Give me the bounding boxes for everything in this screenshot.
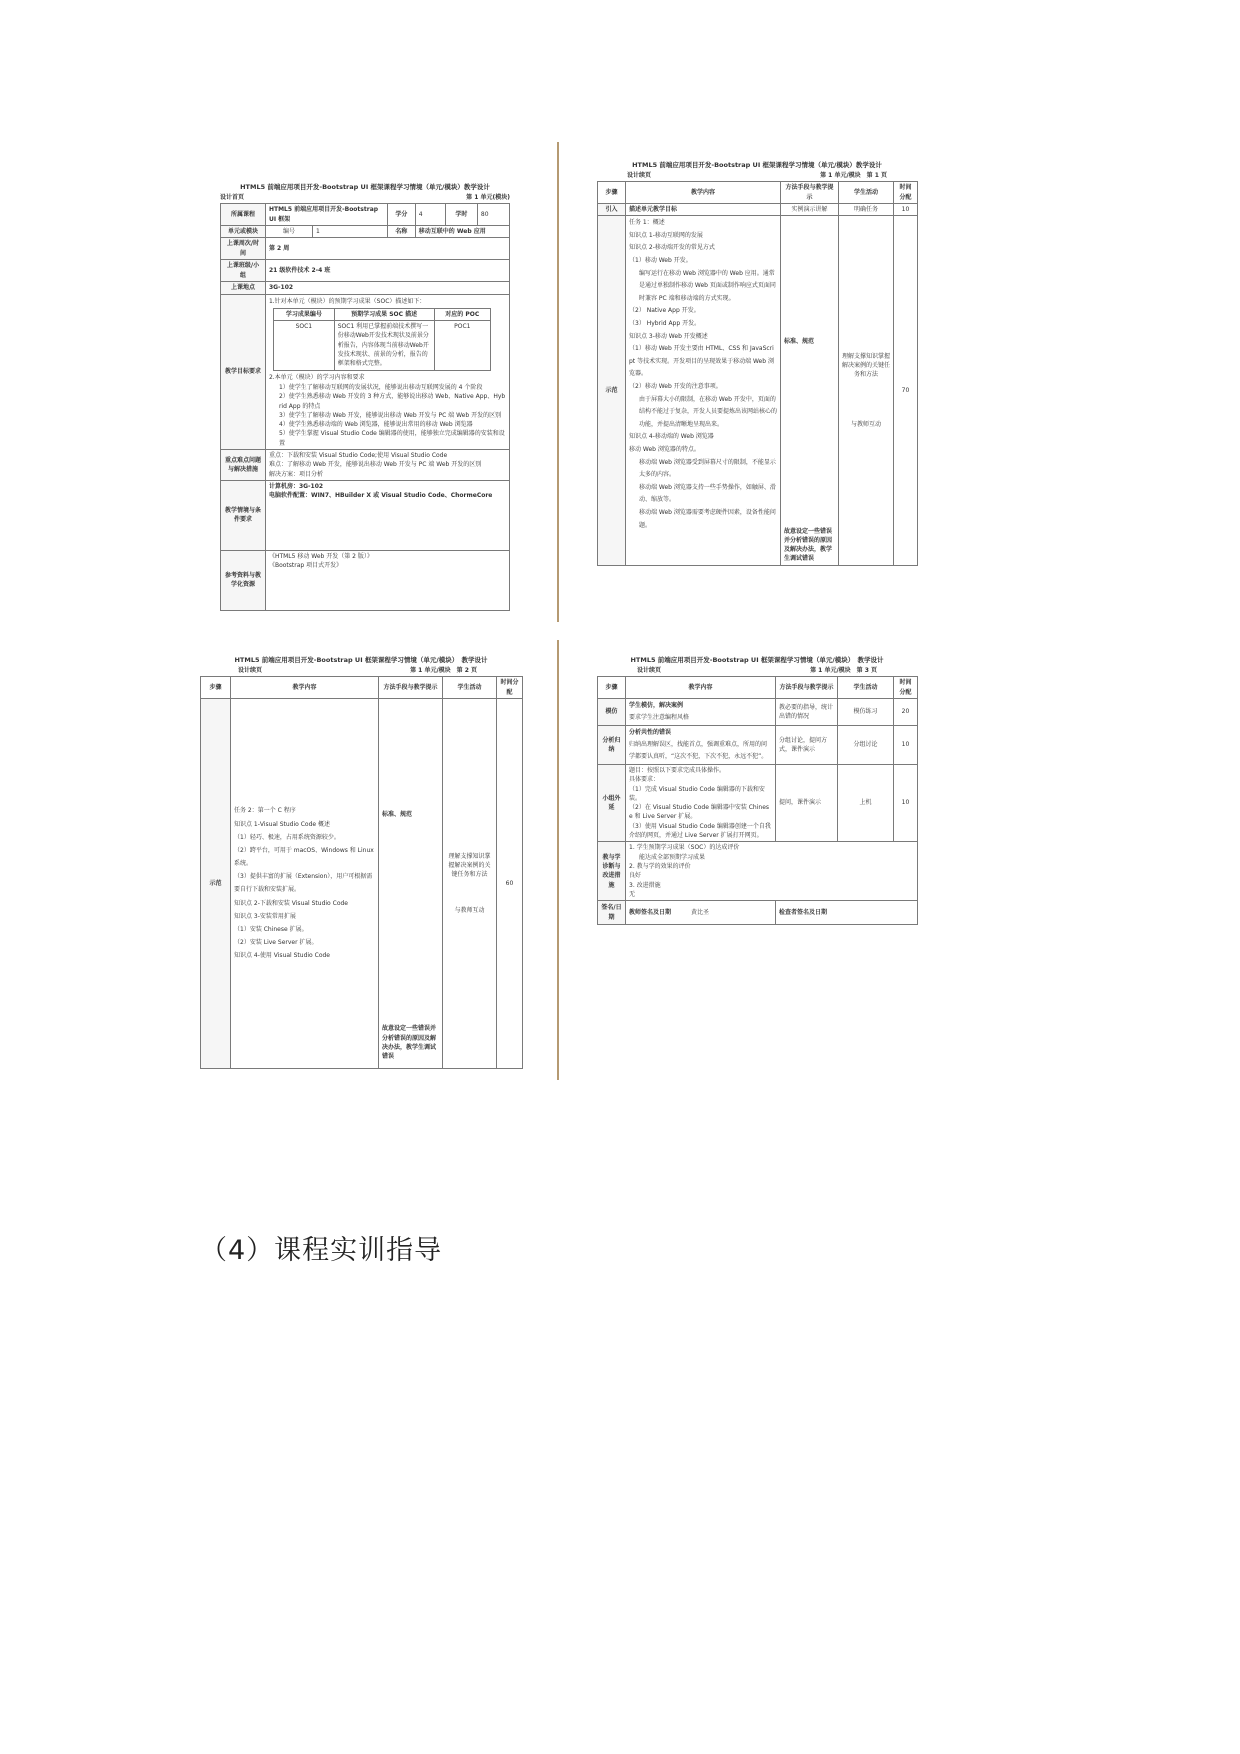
table-row bbox=[221, 204, 510, 226]
soc-table bbox=[273, 308, 491, 371]
cell bbox=[626, 764, 776, 841]
cell: 检查者签名及日期 bbox=[776, 901, 918, 925]
text-line: 移动端 Web 浏览器支持一些手势操作，如触屏、滑动、缩放等。 bbox=[639, 483, 776, 504]
text-line: 计算机房：3G-102 bbox=[268, 482, 324, 490]
text-line: 知识点 2-下载和安装 Visual Studio Code bbox=[234, 899, 348, 907]
text-line: （1）安装 Chinese 扩展。 bbox=[234, 926, 308, 934]
cell: 80 bbox=[477, 204, 509, 226]
cell-label: 上课周次/时间 bbox=[221, 238, 266, 260]
cell bbox=[626, 698, 776, 725]
text-line: 知识点 1-Visual Studio Code 概述 bbox=[234, 820, 330, 828]
cell-label: 学时 bbox=[445, 204, 477, 226]
table-row bbox=[598, 698, 918, 725]
text-line: 归纳出理解误区，找能首点，强调重难点，所用的问学都要认真听，“这次不犯，下次不犯，永远不犯”。 bbox=[629, 740, 768, 760]
cell bbox=[231, 698, 379, 1068]
cell: 实例演示讲解 bbox=[781, 203, 839, 215]
table-row bbox=[221, 294, 510, 449]
cell-label: 教学情境与条件要求 bbox=[221, 480, 266, 550]
lesson-table bbox=[597, 676, 918, 925]
table-row bbox=[221, 282, 510, 294]
text-line: 由于屏幕大小的限制，在移动 Web 开发中，页面的结构不能过于复杂，开发人员要提炼出该网站核心的功能，并提出清晰地呈现出来。 bbox=[639, 395, 778, 428]
column-header: 方法手段与教学提示 bbox=[379, 677, 443, 699]
table-row bbox=[201, 698, 523, 1068]
text-line: 标准、规范 bbox=[382, 810, 413, 818]
text-line: 与教师互动 bbox=[850, 420, 881, 428]
section-heading: （4）课程实训指导 bbox=[200, 1235, 443, 1266]
page-unit: 第 1 单元/模块 第 2 页 bbox=[410, 667, 477, 675]
page-subheader bbox=[220, 192, 510, 203]
table-row bbox=[221, 260, 510, 282]
text-line: 故意设定一些错误并分析错误的原因及解决办法，教学生调试错误 bbox=[382, 1025, 437, 1061]
text-line: 学生模仿，解决案例 bbox=[629, 701, 684, 709]
text-line: 2. 教与学的效果的评价 bbox=[629, 862, 691, 870]
text-line: 重点：下载和安装 Visual Studio Code;使用 Visual Studio Code bbox=[268, 452, 448, 459]
table-row bbox=[221, 480, 510, 550]
page-thumbnail-1 bbox=[220, 182, 510, 611]
cell: 分组讨论，提问方式，课件演示 bbox=[776, 725, 838, 764]
cell: POC1 bbox=[434, 321, 490, 370]
page-type: 设计续页 bbox=[238, 667, 263, 675]
cell: 分组讨论 bbox=[838, 725, 894, 764]
cell-label: 示范 bbox=[201, 698, 231, 1068]
text-line: （2）移动 Web 开发的注意事项。 bbox=[629, 382, 722, 390]
cell: 10 bbox=[894, 764, 918, 841]
table-row bbox=[598, 764, 918, 841]
text-line: 《HTML5 移动 Web 开发（第 2 版）》 bbox=[268, 552, 373, 560]
text-line: （3）提供丰富的扩展（Extension），用户可根据需要自行下载和安装扩展。 bbox=[234, 873, 373, 894]
text-line: （3）使用 Visual Studio Code 编辑器创建一个自我介绍的网页，并通过 Live Server 扩展打开网页。 bbox=[629, 822, 771, 840]
cell: 21 级软件技术 2-4 班 bbox=[265, 260, 509, 282]
page-thumbnail-4 bbox=[597, 655, 917, 925]
table-row bbox=[598, 677, 918, 699]
cell: 编号 bbox=[265, 225, 312, 237]
cell: 模仿练习 bbox=[838, 698, 894, 725]
table-row bbox=[598, 216, 918, 565]
goal-intro: 1.针对本单元（模块）的预期学习成果（SOC）描述如下： bbox=[268, 297, 426, 305]
cell: 10 bbox=[894, 203, 918, 215]
text-line: 无 bbox=[629, 890, 636, 898]
table-row bbox=[273, 308, 490, 320]
table-row bbox=[221, 450, 510, 481]
page-subheader bbox=[200, 665, 522, 676]
text-line: （3） Hybrid App 开发。 bbox=[629, 320, 701, 327]
page-thumbnail-2 bbox=[597, 160, 917, 566]
cell-label: 示范 bbox=[598, 216, 626, 565]
table-row bbox=[201, 677, 523, 699]
cell bbox=[839, 216, 894, 565]
cell bbox=[265, 550, 509, 610]
column-header: 方法手段与教学提示 bbox=[781, 182, 839, 204]
cell bbox=[265, 450, 509, 481]
cell: HTML5 前端应用项目开发-Bootstrap UI 框架 bbox=[265, 204, 387, 226]
text-line: 编写运行在移动 Web 浏览器中的 Web 应用。通常是通过单独制作移动 Web 页面或制作响应式页面同时兼容 PC 端和移动端的方式实现。 bbox=[639, 269, 776, 302]
column-header: 学生活动 bbox=[838, 677, 894, 699]
list-item: 3）使学生了解移动 Web 开发，能够说出移动 Web 开发与 PC 端 Web 开发的区别 bbox=[278, 411, 502, 419]
text-line: （2）在 Visual Studio Code 编辑器中安装 Chinese 和 Live Server 扩展。 bbox=[629, 804, 770, 821]
text-line: 1. 学生预期学习成果（SOC）的达成评价 bbox=[629, 844, 740, 852]
cell: 70 bbox=[894, 216, 918, 565]
text-line: 知识点 3-移动 Web 开发概述 bbox=[629, 332, 708, 340]
text-line: 3. 改进措施 bbox=[629, 881, 661, 889]
cell bbox=[626, 725, 776, 764]
column-header: 教学内容 bbox=[626, 677, 776, 699]
table-row bbox=[221, 225, 510, 237]
cell-label: 上课班级/小组 bbox=[221, 260, 266, 282]
list-item: 2）使学生熟悉移动 Web 开发的 3 种方式，能够说出移动 Web、Native App、Hybrid App 的特点 bbox=[278, 393, 506, 410]
text-line: 知识点 2-移动端开发的常见方式 bbox=[629, 244, 715, 252]
page-type: 设计首页 bbox=[220, 194, 245, 202]
table-row bbox=[598, 725, 918, 764]
cell: SOC1 利用已掌握前端技术撰写一份移动Web开发技术现状及前景分析报告，内容体现当前移动Web开发技术现状、前景的分析，报告的框架和格式完整。 bbox=[334, 321, 434, 370]
table-row bbox=[598, 203, 918, 215]
list-item: 5）使学生掌握 Visual Studio Code 编辑器的使用，能够独立完成编辑器的安装和设置 bbox=[278, 430, 505, 447]
lesson-table bbox=[597, 181, 918, 565]
text-line: 知识点 3-安装常用扩展 bbox=[234, 912, 296, 920]
column-header: 步骤 bbox=[598, 677, 626, 699]
column-header: 教学内容 bbox=[231, 677, 379, 699]
table-row bbox=[598, 842, 918, 901]
cell-label: 签名/日期 bbox=[598, 901, 626, 925]
signature-name: 黄比圣 bbox=[690, 908, 709, 916]
column-header: 学生活动 bbox=[443, 677, 497, 699]
text-line: （1）移动 Web 开发。 bbox=[629, 257, 692, 265]
cell bbox=[626, 901, 776, 925]
text-line: 要求学生注意编程风格 bbox=[629, 713, 690, 721]
page-unit: 第 1 单元(模块) bbox=[466, 194, 510, 202]
column-header: 教学内容 bbox=[626, 182, 781, 204]
table-row bbox=[221, 238, 510, 260]
lesson-table bbox=[200, 676, 523, 1069]
text-line: 任务 2：第一个 C 程序 bbox=[234, 807, 296, 815]
goal-heading: 2.本单元（模块）的学习内容和要求 bbox=[268, 373, 365, 381]
page-subheader bbox=[597, 170, 917, 181]
column-header: 步骤 bbox=[598, 182, 626, 204]
column-header: 时间分配 bbox=[894, 677, 918, 699]
text-line: 解决方案：项目分析 bbox=[268, 470, 323, 478]
cell-label: 学分 bbox=[387, 204, 415, 226]
cell: 明确任务 bbox=[839, 203, 894, 215]
text-line: （1）轻巧、极速，占用系统资源较少。 bbox=[234, 833, 340, 841]
text-line: 电脑软件配置：WIN7、HBuilder X 或 Visual Studio Code、ChormeCore bbox=[268, 492, 493, 500]
cell bbox=[379, 698, 443, 1068]
list-item: 4）使学生熟悉移动端的 Web 浏览器，能够说出常用的移动 Web 浏览器 bbox=[278, 421, 473, 429]
cell-label: 引入 bbox=[598, 203, 626, 215]
course-info-table bbox=[220, 203, 510, 611]
cell: 3G-102 bbox=[265, 282, 509, 294]
text-line: （2）跨平台，可用于 macOS、Windows 和 Linux 系统。 bbox=[234, 846, 374, 868]
text-line: 具体要求： bbox=[629, 776, 660, 784]
cell: 4 bbox=[415, 204, 445, 226]
text-line: 移动端 Web 浏览器受到屏幕尺寸的限制，不能显示太多的内容。 bbox=[639, 458, 776, 479]
cell-label: 教学目标要求 bbox=[221, 294, 266, 449]
text-line: （2） Native App 开发。 bbox=[629, 307, 700, 315]
cell-label: 模仿 bbox=[598, 698, 626, 725]
column-header: 步骤 bbox=[201, 677, 231, 699]
cell: 上机 bbox=[838, 764, 894, 841]
text-line: 知识点 4-移动端的 Web 浏览器 bbox=[629, 433, 714, 441]
cell bbox=[626, 842, 918, 901]
column-header: 学生活动 bbox=[839, 182, 894, 204]
text-line: 与教师互动 bbox=[454, 906, 485, 914]
text-line: 移动端 Web 浏览器需要考虑硬件因素，设备性能问题。 bbox=[639, 508, 776, 529]
table-row bbox=[221, 550, 510, 610]
text-line: 理解支撑知识掌握解决案例的关键任务和方法 bbox=[842, 352, 891, 379]
page-title: HTML5 前端应用项目开发-Bootstrap UI 框架课程学习情境（单元/模块）教学设计 bbox=[632, 161, 882, 169]
cell-label: 上课地点 bbox=[221, 282, 266, 294]
column-header: 对应的 POC bbox=[434, 308, 490, 320]
cell: 60 bbox=[497, 698, 523, 1068]
cell: 10 bbox=[894, 725, 918, 764]
cell bbox=[626, 216, 781, 565]
cell: 第 2 周 bbox=[265, 238, 509, 260]
text-line: （1）完成 Visual Studio Code 编辑器的下载和安装。 bbox=[629, 785, 765, 802]
cell-label: 教与学诊断与改进措施 bbox=[598, 842, 626, 901]
cell-label: 重点难点问题与解决措施 bbox=[221, 450, 266, 481]
cell-label: 单元或模块 bbox=[221, 225, 266, 237]
text-line: 知识点 4-使用 Visual Studio Code bbox=[234, 952, 330, 960]
text-line: 标准、规范 bbox=[784, 338, 815, 346]
column-header: 方法手段与教学提示 bbox=[776, 677, 838, 699]
text-line: 能达成全部预期学习成果 bbox=[639, 853, 706, 861]
page-divider bbox=[557, 640, 559, 1080]
cell: 提问，课件演示 bbox=[776, 764, 838, 841]
cell: 教必要的指导，统计出错的情况 bbox=[776, 698, 838, 725]
page-unit: 第 1 单元/模块 第 3 页 bbox=[810, 667, 877, 675]
column-header: 学习成果编号 bbox=[273, 308, 334, 320]
text-line: 移动 Web 浏览器的特点。 bbox=[629, 445, 700, 453]
cell: 20 bbox=[894, 698, 918, 725]
page-title: HTML5 前端应用项目开发-Bootstrap UI 框架课程学习情境（单元/模块） 教学设计 bbox=[234, 656, 488, 664]
text-line: （1）移动 Web 开发主要由 HTML、CSS 和 JavaScript 等技术实现。开发项目的呈现效果于移动端 Web 浏览器。 bbox=[629, 345, 774, 378]
page-thumbnail-3 bbox=[200, 655, 522, 1069]
cell-label: 参考资料与教学化资源 bbox=[221, 550, 266, 610]
text-line: 分析共性的错误 bbox=[629, 728, 672, 736]
page-subheader bbox=[597, 665, 917, 676]
column-header: 预期学习成果 SOC 描述 bbox=[334, 308, 434, 320]
cell bbox=[265, 294, 509, 449]
cell-label: 小组外延 bbox=[598, 764, 626, 841]
text-line: 理解支撑知识掌握解决案例的关键任务和方法 bbox=[448, 852, 491, 879]
cell: 名称 bbox=[387, 225, 415, 237]
page-unit: 第 1 单元/模块 第 1 页 bbox=[820, 172, 887, 180]
cell bbox=[781, 216, 839, 565]
text-line: 难点：了解移动 Web 开发，能够说出移动 Web 开发与 PC 端 Web 开发的区别 bbox=[268, 461, 482, 469]
table-row bbox=[598, 901, 918, 925]
cell bbox=[265, 480, 509, 550]
cell-label: 所属课程 bbox=[221, 204, 266, 226]
text-line: 知识点 1-移动互联网的发展 bbox=[629, 231, 703, 239]
cell: 描述单元教学目标 bbox=[626, 203, 781, 215]
cell-label: 分析归纳 bbox=[598, 725, 626, 764]
text-line: 良好 bbox=[629, 872, 642, 880]
text-line: 故意设定一些错误并分析错误的原因及解决办法，教学生调试错误 bbox=[784, 527, 833, 563]
page-title: HTML5 前端应用项目开发-Bootstrap UI 框架课程学习情境（单元/模块）教学设计 bbox=[240, 183, 490, 191]
cell: 移动互联中的 Web 应用 bbox=[415, 225, 509, 237]
page-title: HTML5 前端应用项目开发-Bootstrap UI 框架课程学习情境（单元/模块） 教学设计 bbox=[630, 656, 884, 664]
text-line: 任务 1：概述 bbox=[629, 219, 665, 227]
column-header: 时间分配 bbox=[497, 677, 523, 699]
column-header: 时间分配 bbox=[894, 182, 918, 204]
cell: SOC1 bbox=[273, 321, 334, 370]
table-row bbox=[273, 321, 490, 370]
list-item: 1）使学生了解移动互联网的发展状况，能够说出移动互联网发展的 4 个阶段 bbox=[278, 383, 483, 391]
text-line: （2）安装 Live Server 扩展。 bbox=[234, 939, 318, 947]
signature-label: 教师签名及日期 bbox=[629, 908, 672, 916]
cell bbox=[443, 698, 497, 1068]
page-type: 设计续页 bbox=[637, 667, 662, 675]
text-line: 《Bootstrap 项目式开发》 bbox=[268, 562, 343, 570]
cell: 1 bbox=[313, 225, 388, 237]
table-row bbox=[598, 182, 918, 204]
page-divider bbox=[557, 142, 559, 622]
text-line: 题目：按照以下要求完成具体操作。 bbox=[629, 766, 726, 774]
page-type: 设计续页 bbox=[627, 172, 652, 180]
